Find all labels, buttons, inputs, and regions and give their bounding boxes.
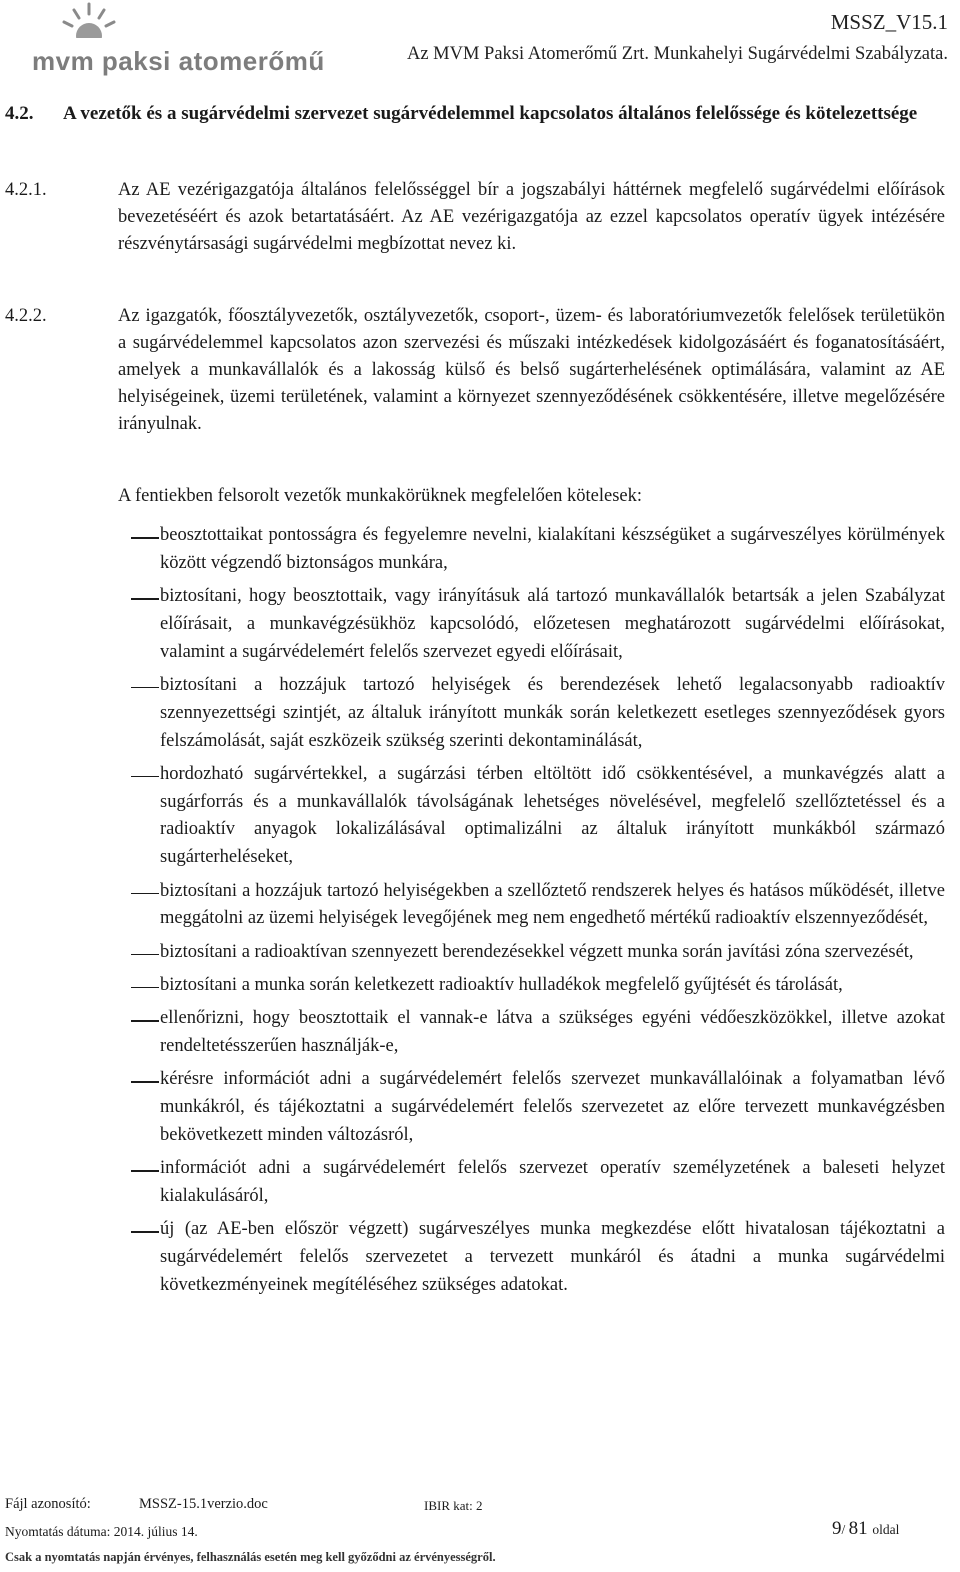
list-item: hordozható sugárvértekkel, a sugárzási térben eltöltött idő csökkentésével, a munkavégzés alatt a sugárforrás és a munkavállalók távolságának lehetséges növelésével, megfelelő szellőztetéssel és a radioaktív anyagok lokalizálásával optimalizálni az általuk irányított munkákból származó sugárterheléseket, bbox=[118, 761, 945, 872]
list-item: biztosítani a munka során keletkezett radioaktív hulladékok megfelelő gyűjtését és tárolását, bbox=[118, 972, 945, 1000]
list-item: új (az AE-ben először végzett) sugárveszélyes munka megkezdése előtt hivatalosan tájékoztatni a sugárvédelemért felelős szervezetet a tervezett munkáról és átadni a munka sugárvédelmi következményeinek megítéléséhez szükséges adatokat. bbox=[118, 1216, 945, 1299]
document-id: MSSZ_V15.1 bbox=[830, 10, 948, 34]
section-number: 4.2. bbox=[5, 103, 34, 124]
dash-bullet-icon bbox=[131, 776, 159, 778]
dash-bullet-icon bbox=[131, 1170, 159, 1172]
section-heading bbox=[5, 100, 945, 128]
dash-bullet-icon bbox=[131, 1231, 159, 1233]
list-item: biztosítani a radioaktívan szennyezett berendezésekkel végzett munka során javítási zóna szervezését, bbox=[118, 939, 945, 967]
dash-bullet-icon bbox=[131, 1081, 159, 1083]
page-number: 9/ 81 oldal bbox=[832, 1518, 900, 1539]
obligations-list bbox=[118, 522, 945, 1305]
validity-notice: Csak a nyomtatás napján érvényes, felhasználás esetén meg kell győződni az érvényességről. bbox=[5, 1550, 496, 1564]
paragraph-4-2-2 bbox=[5, 303, 945, 438]
file-id-value: MSSZ-15.1verzio.doc bbox=[139, 1496, 268, 1512]
sun-logo-icon bbox=[58, 2, 120, 52]
dash-bullet-icon bbox=[131, 893, 159, 895]
paragraph-number: 4.2.1. bbox=[5, 180, 47, 200]
page-footer bbox=[0, 1496, 960, 1572]
section-title: A vezetők és a sugárvédelmi szervezet sugárvédelemmel kapcsolatos általános felelőssége és kötelezettsége bbox=[63, 103, 918, 124]
dash-bullet-icon bbox=[131, 1020, 159, 1022]
page-header bbox=[0, 0, 960, 82]
print-date: Nyomtatás dátuma: 2014. július 14. bbox=[5, 1524, 198, 1539]
list-item: beosztottaikat pontosságra és fegyelemre nevelni, kialakítani készségüket a sugárveszélyes körülmények között végzendő biztonságos munkára, bbox=[118, 522, 945, 578]
list-item: biztosítani a hozzájuk tartozó helyiségekben a szellőztető rendszerek helyes és hatásos működését, illetve meggátolni az üzemi helyiségek levegőjének meg nem engedhető mértékű radioaktív elszennyeződését, bbox=[118, 878, 945, 934]
dash-bullet-icon bbox=[131, 537, 159, 539]
paragraph-text: Az AE vezérigazgatója általános felelősséggel bír a jogszabályi háttérnek megfelelő sugárvédelmi előírások bevezetéséért és azok betartatásáért. Az AE vezérigazgatója az ezzel kapcsolatos operatív ügyek intézésére részvénytársasági sugárvédelmi megbízottat nevez ki. bbox=[118, 180, 945, 254]
paragraph-text: Az igazgatók, főosztályvezetők, osztályvezetők, csoport-, üzem- és laboratóriumvezetők felelősek területükön a sugárvédelemmel kapcsolatos azon szervezési és műszaki intézkedések kidolgozásáért és foganatosításáért, amelyek a munkavállalók és a lakosság külső és belső sugárterhelésének optimálására, valamint az AE helyiségeinek, üzemi területének, valamint a környezet szennyeződésének csökkentésére, illetve megelőzésére irányulnak. bbox=[118, 306, 945, 434]
list-item: kérésre információt adni a sugárvédelemért felelős szervezet munkavállalóinak a folyamatban lévő munkákról, és tájékoztatni a sugárvédelemért felelős szervezetet az előre tervezett munkavégzésben bekövetkezett minden változásról, bbox=[118, 1066, 945, 1149]
ibir-category: IBIR kat: 2 bbox=[424, 1498, 483, 1513]
list-intro: A fentiekben felsorolt vezetők munkakörüknek megfelelően kötelesek: bbox=[118, 486, 642, 506]
dash-bullet-icon bbox=[131, 687, 159, 689]
dash-bullet-icon bbox=[131, 954, 159, 956]
list-item: biztosítani a hozzájuk tartozó helyiségek és berendezések lehető legalacsonyabb radioaktív szennyezettségi szintjét, az általuk irányított munkák során keletkezett esetleges szennyeződések gyors felszámolását, saját eszközeik szükség szerinti dekontaminálását, bbox=[118, 672, 945, 755]
list-item: információt adni a sugárvédelemért felelős szervezet operatív személyzetének a baleseti helyzet kialakulásáról, bbox=[118, 1155, 945, 1211]
dash-bullet-icon bbox=[131, 987, 159, 989]
list-item: biztosítani, hogy beosztottaik, vagy irányításuk alá tartozó munkavállalók betartsák a jelen Szabályzat előírásait, a munkavégzésükhöz kapcsolódó, előzetesen meghatározott sugárvédelmi előírásokat, valamint a sugárvédelemért felelős szervezet egyedi előírásait, bbox=[118, 583, 945, 666]
dash-bullet-icon bbox=[131, 598, 159, 600]
paragraph-number: 4.2.2. bbox=[5, 306, 47, 326]
list-item: ellenőrizni, hogy beosztottaik el vannak-e látva a szükséges egyéni védőeszközökkel, illetve azokat rendeltetésszerűen használják-e, bbox=[118, 1005, 945, 1061]
file-id-label: Fájl azonosító: bbox=[5, 1496, 91, 1512]
company-logo bbox=[32, 2, 332, 76]
paragraph-4-2-1 bbox=[5, 177, 945, 258]
document-title: Az MVM Paksi Atomerőmű Zrt. Munkahelyi Sugárvédelmi Szabályzata. bbox=[406, 44, 948, 64]
logo-wordmark: mvm paksi atomerőmű bbox=[32, 46, 325, 76]
